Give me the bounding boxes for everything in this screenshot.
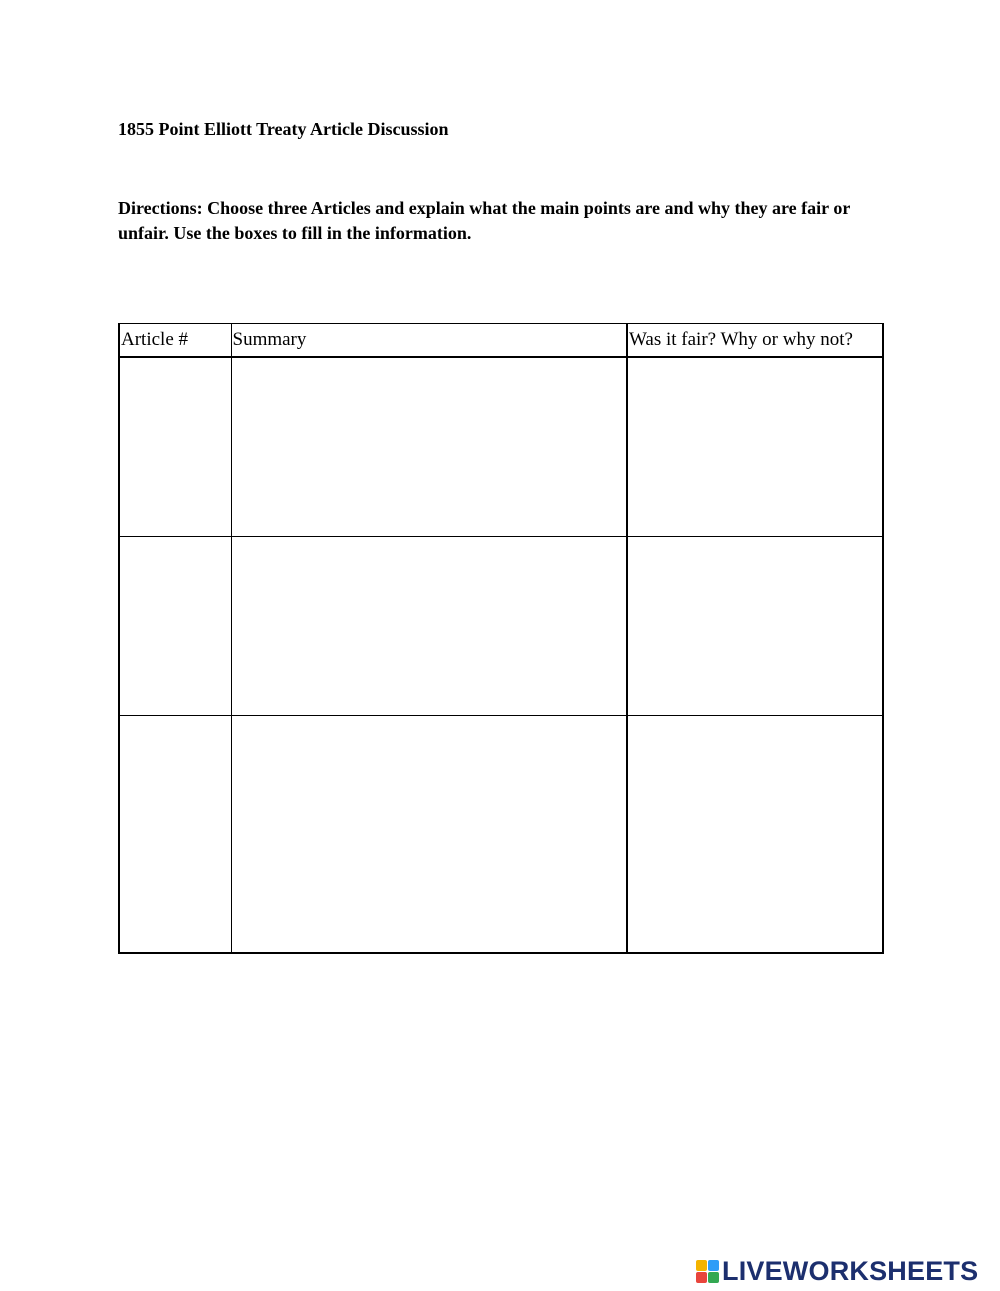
liveworksheets-logo-icon <box>696 1260 719 1283</box>
document-title: 1855 Point Elliott Treaty Article Discussion <box>118 119 449 139</box>
summary-cell[interactable] <box>231 537 627 716</box>
article-table <box>118 323 884 954</box>
logo-square <box>696 1260 707 1271</box>
directions-text: Directions: Choose three Articles and explain what the main points are and why they are fair or unfair. Use the boxes to fill in the information. <box>118 198 850 243</box>
header-article-number: Article # <box>119 324 231 358</box>
header-fairness: Was it fair? Why or why not? <box>627 324 883 358</box>
table-row <box>119 537 883 716</box>
fairness-cell[interactable] <box>627 357 883 537</box>
summary-cell[interactable] <box>231 716 627 954</box>
liveworksheets-logo <box>696 1256 978 1286</box>
logo-square <box>708 1272 719 1283</box>
table-row <box>119 716 883 954</box>
fairness-cell[interactable] <box>627 716 883 954</box>
table-row <box>119 357 883 537</box>
article-number-cell[interactable] <box>119 357 231 537</box>
header-summary: Summary <box>231 324 627 358</box>
logo-text: LIVEWORKSHEETS <box>722 1256 979 1286</box>
article-number-cell[interactable] <box>119 537 231 716</box>
logo-square <box>696 1272 707 1283</box>
fairness-cell[interactable] <box>627 537 883 716</box>
table-header-row <box>119 324 883 358</box>
summary-cell[interactable] <box>231 357 627 537</box>
article-number-cell[interactable] <box>119 716 231 954</box>
logo-square <box>708 1260 719 1271</box>
